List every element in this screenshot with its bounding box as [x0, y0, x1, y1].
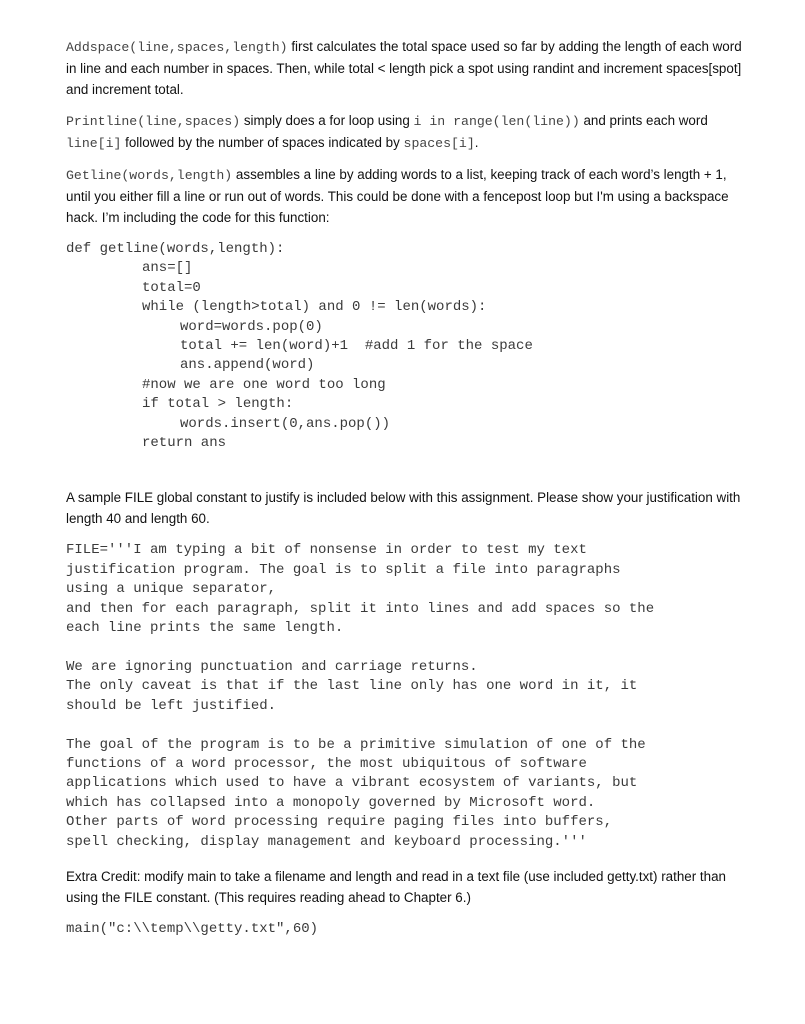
addspace-signature: Addspace(line,spaces,length): [66, 40, 288, 55]
code-line: using a unique separator,: [66, 581, 277, 598]
code-line: def getline(words,length):: [66, 241, 285, 257]
code-line: ans.append(word): [180, 357, 315, 374]
code-line: should be left justified.: [66, 697, 277, 714]
code-line: justification program. The goal is to split a file into paragraphs: [66, 561, 621, 578]
printline-signature: Printline(line,spaces): [66, 114, 241, 129]
file-constant-block: [66, 541, 746, 852]
code-line: The goal of the program is to be a primitive simulation of one of the: [66, 736, 646, 753]
code-line: The only caveat is that if the last line only has one word in it, it: [66, 678, 638, 695]
code-line: spell checking, display management and keyboard processing.''': [66, 833, 587, 850]
printline-text-4: .: [474, 135, 479, 150]
addspace-description: [66, 36, 746, 100]
spaces-index-code: spaces[i]: [403, 136, 475, 151]
blank-line: [66, 716, 746, 735]
code-line: Other parts of word processing require paging files into buffers,: [66, 814, 613, 831]
getline-description: [66, 164, 746, 228]
code-line: total=0: [142, 279, 201, 296]
document-page: [66, 36, 746, 939]
code-line: We are ignoring punctuation and carriage returns.: [66, 658, 478, 675]
code-line: FILE='''I am typing a bit of nonsense in order to test my text: [66, 542, 587, 559]
code-line: #now we are one word too long: [142, 376, 386, 393]
getline-signature: Getline(words,length): [66, 168, 233, 183]
code-line: and then for each paragraph, split it into lines and add spaces so the: [66, 600, 655, 617]
blank-line: [66, 639, 746, 658]
addspace-text: first calculates the total space used so far by adding the length of each word in line and each number in spaces. Then, while total < length pick a spot using randint and increment spaces[spot] and increment total.: [66, 39, 742, 97]
line-index-code: line[i]: [66, 136, 122, 151]
code-line: total += len(word)+1 #add 1 for the space: [180, 338, 533, 355]
code-line: ans=[]: [142, 260, 193, 277]
code-line: applications which used to have a vibrant ecosystem of variants, but: [66, 775, 638, 792]
code-line: word=words.pop(0): [180, 318, 323, 335]
extra-credit-description: Extra Credit: modify main to take a filename and length and read in a text file (use included getty.txt) rather than using the FILE constant. (This requires reading ahead to Chapter 6.): [66, 868, 726, 905]
printline-description: [66, 110, 746, 154]
range-code: i in range(len(line)): [413, 114, 580, 129]
getline-code-block: [66, 240, 746, 453]
code-line: if total > length:: [142, 396, 294, 413]
sample-file-description: A sample FILE global constant to justify is included below with this assignment. Please show your justification with length 40 and length 60.: [66, 490, 741, 527]
code-line: which has collapsed into a monopoly governed by Microsoft word.: [66, 794, 596, 811]
printline-text-1: simply does a for loop using: [240, 113, 414, 128]
main-call-code: main("c:\\temp\\getty.txt",60): [66, 920, 319, 937]
printline-text-2: and prints each word: [579, 113, 708, 128]
code-line: functions of a word processor, the most ubiquitous of software: [66, 755, 587, 772]
code-line: words.insert(0,ans.pop()): [180, 415, 391, 432]
printline-text-3: followed by the number of spaces indicated by: [121, 135, 404, 150]
code-line: each line prints the same length.: [66, 620, 344, 637]
code-line: while (length>total) and 0 != len(words):: [142, 299, 487, 316]
code-line: return ans: [142, 435, 227, 452]
getline-text: assembles a line by adding words to a list, keeping track of each word’s length + 1, until you either fill a line or run out of words. This could be done with a fencepost loop but I'm using a backspace hack. I’m including the code for this function:: [66, 167, 729, 225]
